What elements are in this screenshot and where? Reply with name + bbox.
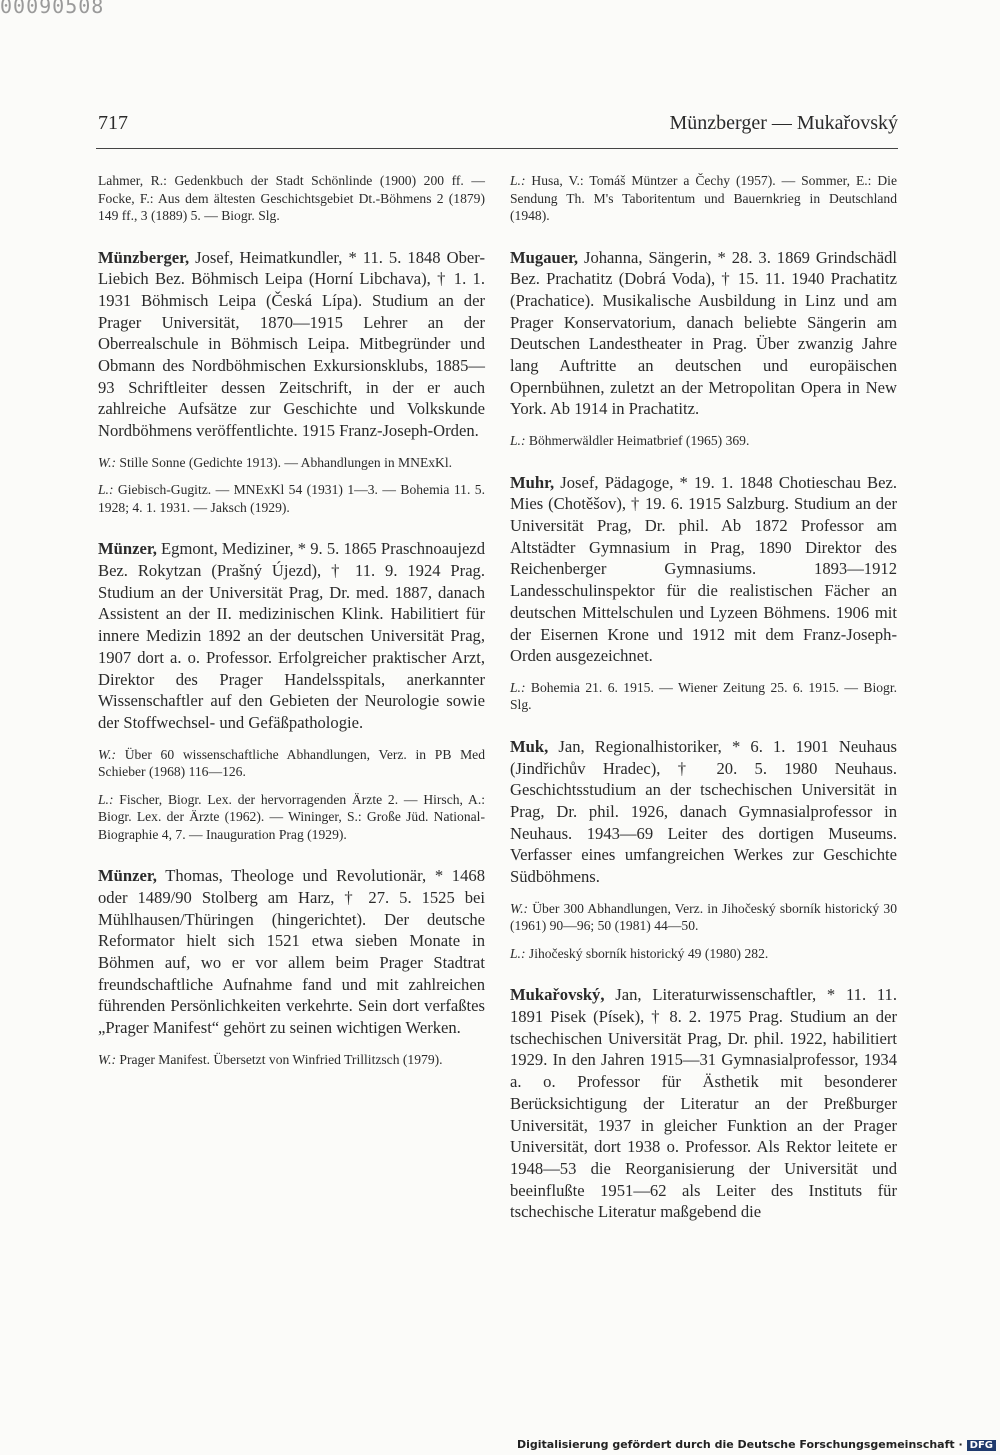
entry-munzer-egmont [98, 538, 485, 733]
entry-muk [510, 736, 897, 888]
literature-label: L.: [510, 679, 526, 695]
entry-muhr [510, 472, 897, 667]
literature-note [98, 791, 485, 844]
works-text: Prager Manifest. Übersetzt von Winfried Trillitzsch (1979). [116, 1051, 443, 1067]
continued-literature: Lahmer, R.: Gedenkbuch der Stadt Schönlinde (1900) 200 ff. — Focke, F.: Aus dem ältesten Geschichtsgebiet Dt.-Böhmens 2 (1879) 149 ff., 3 (1889) 5. — Biogr. Slg. [98, 173, 485, 223]
literature-text: Bohemia 21. 6. 1915. — Wiener Zeitung 25. 6. 1915. — Biogr. Slg. [510, 679, 897, 713]
entry-text: Josef, Pädagoge, * 19. 1. 1848 Chotieschau Bez. Mies (Chotěšov), † 19. 6. 1915 Salzburg. Studium an der Universität Prag, Dr. phil. Ab 1872 Professor am Altstädter Gymnasium in Prag, 1890 Direktor des Reichenberger Gymnasiums. 1893—1912 Landesschulinspektor für die realistischen Fächer an deutschen Mittelschulen und Lyzeen Böhmens. 1906 mit der Eisernen Krone und 1912 mit dem Franz-Joseph-Orden ausgezeichnet. [510, 472, 897, 666]
running-head: Münzberger — Mukařovský [669, 112, 898, 134]
literature-label: L.: [510, 173, 526, 188]
works-note [510, 900, 897, 935]
page-number: 717 [98, 112, 128, 134]
archive-stamp: 00090508 [0, 0, 105, 18]
funding-footer [517, 1438, 996, 1451]
works-text: Über 300 Abhandlungen, Verz. in Jihočeský sborník historický 30 (1961) 90—96; 50 (1981) 44—50. [510, 900, 897, 934]
literature-label: L.: [510, 433, 526, 449]
literature-text: Fischer, Biogr. Lex. der hervorragenden Ärzte 2. — Hirsch, A.: Biogr. Lex. der Ärzte (1962). — Wininger, S.: Große Jüd. National-Biographie 4, 7. — Inauguration Prag (1929). [98, 791, 485, 842]
entry-text: Johanna, Sängerin, * 28. 3. 1869 Grindschädl Bez. Prachatitz (Dobrá Voda), † 15. 11. 1940 Prachatitz (Prachatice). Musikalische Ausbildung in Linz und am Prager Konservatorium, danach beliebte Sängerin am Deutschen Landestheater in Prag. Über zwanzig Jahre lang Auftritte an deutschen und europäischen Opernbühnen, zuletzt an der Metropolitan Opera in New York. Ab 1914 in Prachatitz. [510, 247, 897, 419]
literature-text: Giebisch-Gugitz. — MNExKl 54 (1931) 1—3. — Bohemia 11. 5. 1928; 4. 1. 1931. — Jaksch (1929). [98, 482, 485, 515]
entry-name: Münzberger, [98, 247, 190, 267]
entry-text: Jan, Literaturwissenschaftler, * 11. 11. 1891 Pisek (Písek), † 8. 2. 1975 Prag. Studium an der tschechischen Universität Prag, Dr. phil. 1922, habilitiert 1929. In den Jahren 1915—31 Gymnasialprofessor, 1934 a. o. Professor für Ästhetik mit besonderer Berücksichtigung der Literatur an der Preßburger Universität, 1937 in gleicher Funktion an der Prager Universität, dort 1938 o. Professor. Als Rektor leitete er 1948—53 die Reorganisierung der Universität und beeinflußte 1951—62 als Leiter des Instituts für tschechische Literatur maßgebend die [510, 985, 897, 1222]
entry-name: Muhr, [510, 472, 555, 492]
works-text: Stille Sonne (Gedichte 1913). — Abhandlungen in MNExKl. [116, 454, 453, 470]
works-note [98, 454, 485, 472]
entry-name: Münzer, [98, 866, 157, 886]
works-label: W.: [98, 746, 117, 762]
works-label: W.: [98, 454, 117, 470]
entry-munzer-thomas [98, 865, 485, 1039]
literature-text: Jihočeský sborník historický 49 (1980) 282. [525, 945, 769, 961]
footer-text: Digitalisierung gefördert durch die Deutsche Forschungsgemeinschaft · [516, 1438, 963, 1451]
entry-name: Mugauer, [510, 247, 579, 267]
header-rule [96, 148, 898, 149]
entry-text: Jan, Regionalhistoriker, * 6. 1. 1901 Neuhaus (Jindřichův Hradec), † 20. 5. 1980 Neuhaus. Geschichtsstudium an der tschechischen Universität in Prag, Dr. phil. 1926, danach Gymnasialprofessor in Neuhaus. 1943—69 Leiter des dortigen Museums. Verfasser eines umfangreichen Werkes zur Geschichte Südböhmens. [510, 736, 897, 887]
literature-label: L.: [98, 482, 114, 498]
entry-name: Muk, [510, 736, 549, 756]
entry-text: Egmont, Mediziner, * 9. 5. 1865 Praschnoaujezd Bez. Rokytzan (Prašný Újezd), † 11. 9. 1924 Prag. Studium an der Universität Prag, Dr. med. 1887, danach Assistent an der II. medizinischen Klink. Habilitiert für innere Medizin 1892 an der deutschen Universität Prag, 1907 dort a. o. Professor. Erfolgreicher praktischer Arzt, Direktor des Prager Handelsspitals, anerkannter Wissenschaftler auf den Gebieten der Neurologie sowie der Stoffwechsel- und Gefäßpathologie. [98, 539, 485, 732]
literature-label: L.: [510, 945, 526, 961]
literature-note [510, 945, 897, 963]
works-label: W.: [510, 900, 529, 916]
entry-name: Mukařovský, [510, 985, 605, 1005]
literature-label: L.: [98, 791, 114, 807]
entry-name: Münzer, [98, 539, 157, 559]
entry-munzberger [98, 247, 485, 442]
entry-text: Josef, Heimatkundler, * 11. 5. 1848 Ober-Liebich Bez. Böhmisch Leipa (Horní Libchava), † 1. 1. 1931 Böhmisch Leipa (Česká Lípa). Studium an der Prager Universität, 1870—1915 Lehrer an der Oberrealschule in Böhmisch Leipa. Mitbegründer und Obmann des Nordböhmischen Exkursionsklubs, 1885—93 Schriftleiter dessen Zeitschrift, in der er auch zahlreiche Aufsätze zur Geschichte und Volkskunde Nordböhmens veröffentlichte. 1915 Franz-Joseph-Orden. [98, 247, 485, 441]
literature-note [98, 481, 485, 516]
entry-text: Thomas, Theologe und Revolutionär, * 1468 oder 1489/90 Stolberg am Harz, † 27. 5. 1525 bei Mühlhausen/Thüringen (hingerichtet). Der deutsche Reformator hielt sich 1521 etwa sieben Monate in Böhmen auf, wo er vor allem beim Prager Stadtrat freundschaftliche Aufnahme fand und mit zahlreichen führenden Persönlichkeiten verkehrte. Sein dort verfaßtes „Prager Manifest“ gehört zu seinen wichtigen Werken. [98, 866, 485, 1038]
literature-text: Husa, V.: Tomáš Müntzer a Čechy (1957). — Sommer, E.: Die Sendung Th. M's Taboritentum und Bauernkrieg in Deutschland (1948). [510, 173, 897, 223]
literature-text: Böhmerwäldler Heimatbrief (1965) 369. [525, 433, 750, 449]
left-column [98, 172, 485, 1078]
right-column [510, 172, 897, 1235]
works-note [98, 746, 485, 781]
dfg-logo-icon: DFG [967, 1440, 996, 1451]
works-note [98, 1051, 485, 1069]
literature-note [510, 432, 897, 450]
works-label: W.: [98, 1051, 117, 1067]
entry-mugauer [510, 247, 897, 421]
literature-note [510, 679, 897, 714]
works-text: Über 60 wissenschaftliche Abhandlungen, Verz. in PB Med Schieber (1968) 116—126. [98, 746, 485, 780]
literature-note [510, 172, 897, 225]
entry-mukarovsky [510, 984, 897, 1223]
